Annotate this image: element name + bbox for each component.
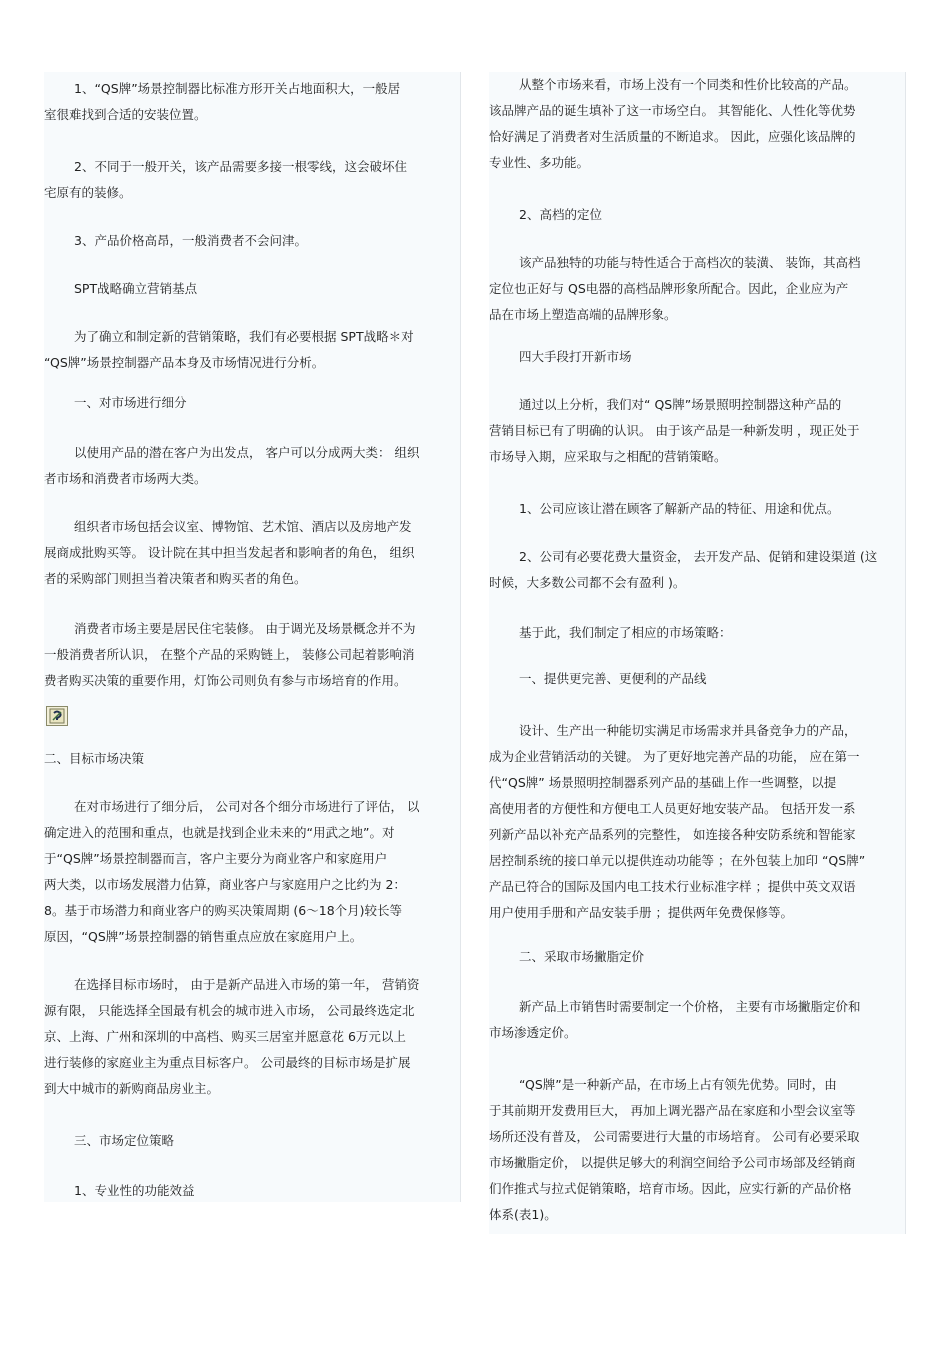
text-line: 1、专业性的功能效益	[74, 1183, 195, 1198]
text-line: 恰好满足了消费者对生活质量的不断追求。 因此，应强化该品牌的	[489, 129, 856, 144]
text-line: 场所还没有普及， 公司需要进行大量的市场培育。 公司有必要采取	[489, 1129, 860, 1144]
text-line: 室很难找到合适的安装位置。	[44, 107, 207, 122]
left-paragraph	[44, 972, 460, 1102]
right-paragraph	[489, 544, 905, 596]
text-line: 2、不同于一般开关，该产品需要多接一根零线，这会破坏住	[74, 159, 407, 174]
text-line: 费者购买决策的重要作用，灯饰公司则负有参与市场培育的作用。	[44, 673, 407, 688]
text-line: 进行装修的家庭业主为重点目标客户。 公司最终的目标市场是扩展	[44, 1055, 411, 1070]
text-line: 市场导入期，应采取与之相配的营销策略。	[489, 449, 727, 464]
text-line: 体系(表1)。	[489, 1207, 557, 1222]
text-line: 新产品上市销售时需要制定一个价格， 主要有市场撇脂定价和	[519, 999, 861, 1014]
text-line: 两大类，以市场发展潜力估算，商业客户与家庭用户之比约为 2：	[44, 877, 406, 892]
text-line: 者的采购部门则担当着决策者和购买者的角色。	[44, 571, 307, 586]
text-line: 3、产品价格高昂，一般消费者不会问津。	[74, 233, 307, 248]
left-paragraph	[44, 440, 460, 492]
text-line: 在对市场进行了细分后， 公司对各个细分市场进行了评估， 以	[74, 799, 420, 814]
left-paragraph	[44, 616, 460, 694]
text-line: 确定进入的范围和重点，也就是找到企业未来的“用武之地”。对	[44, 825, 395, 840]
text-line: 通过以上分析，我们对“ QS牌”场景照明控制器这种产品的	[519, 397, 842, 412]
text-line: 时候，大多数公司都不会有盈利 )。	[489, 575, 686, 590]
text-line: SPT战略确立营销基点	[74, 281, 198, 296]
text-line: 组织者市场包括会议室、博物馆、艺术馆、酒店以及房地产发	[74, 519, 412, 534]
left-paragraph	[44, 1178, 460, 1204]
text-line: 2、公司有必要花费大量资金， 去开发产品、促销和建设渠道 (这	[519, 549, 878, 564]
text-line: 原因，“QS牌”场景控制器的销售重点应放在家庭用户上。	[44, 929, 363, 944]
text-line: 宅原有的装修。	[44, 185, 132, 200]
text-line: 基于此，我们制定了相应的市场策略：	[519, 625, 732, 640]
right-paragraph	[489, 994, 905, 1046]
text-line: 营销目标已有了明确的认识。 由于该产品是一种新发明 ，现正处于	[489, 423, 860, 438]
right-paragraph	[489, 344, 905, 370]
text-line: 用户使用手册和产品安装手册 ；提供两年免费保修等。	[489, 905, 793, 920]
right-paragraph	[489, 202, 905, 228]
text-line: 定位也正好与 QS电器的高档品牌形象所配合。因此，企业应为产	[489, 281, 849, 296]
left-paragraph	[44, 1128, 460, 1154]
text-line: 一般消费者所认识， 在整个产品的采购链上， 装修公司起着影响消	[44, 647, 415, 662]
left-paragraph	[44, 154, 460, 206]
text-line: 高使用者的方便性和方便电工人员更好地安装产品。 包括开发一系	[489, 801, 856, 816]
right-paragraph	[489, 496, 905, 522]
text-line: 于其前期开发费用巨大， 再加上调光器产品在家庭和小型会议室等	[489, 1103, 856, 1118]
text-line: 产品已符合的国际及国内电工技术行业标准字样 ；提供中英文双语	[489, 879, 856, 894]
left-paragraph	[44, 794, 460, 950]
text-line: 1、公司应该让潜在顾客了解新产品的特征、用途和优点。	[519, 501, 840, 516]
left-paragraph	[44, 390, 460, 416]
text-line: 2、高档的定位	[519, 207, 602, 222]
left-paragraph	[44, 228, 460, 254]
right-paragraph	[489, 72, 905, 176]
text-line: 一、提供更完善、更便利的产品线	[519, 671, 707, 686]
left-column	[44, 72, 461, 1202]
text-line: 市场撇脂定价， 以提供足够大的利润空间给予公司市场部及经销商	[489, 1155, 856, 1170]
text-line: 四大手段打开新市场	[519, 349, 632, 364]
text-line: 者市场和消费者市场两大类。	[44, 471, 207, 486]
right-paragraph	[489, 944, 905, 970]
right-paragraph	[489, 250, 905, 328]
text-line: 从整个市场来看，市场上没有一个同类和性价比较高的产品。	[519, 77, 857, 92]
text-line: 于“QS牌”场景控制器而言，客户主要分为商业客户和家庭用户	[44, 851, 388, 866]
text-line: 二、目标市场决策	[44, 751, 145, 766]
text-line: 成为企业营销活动的关键。 为了更好地完善产品的功能， 应在第一	[489, 749, 860, 764]
text-line: 们作推式与拉式促销策略，培育市场。因此，应实行新的产品价格	[489, 1181, 852, 1196]
right-paragraph	[489, 392, 905, 470]
left-paragraph	[44, 746, 460, 772]
right-paragraph	[489, 1072, 905, 1228]
text-line: 列新产品以补充产品系列的完整性， 如连接各种安防系统和智能家	[489, 827, 856, 842]
left-paragraph	[44, 324, 460, 376]
text-line: 设计、生产出一种能切实满足市场需求并具备竞争力的产品，	[519, 723, 857, 738]
text-line: 品在市场上塑造高端的品牌形象。	[489, 307, 677, 322]
text-line: 市场渗透定价。	[489, 1025, 577, 1040]
embedded-document-icon[interactable]	[46, 706, 68, 726]
text-line: 到大中城市的新购商品房业主。	[44, 1081, 220, 1096]
text-line: 以使用产品的潜在客户为出发点， 客户可以分成两大类： 组织	[74, 445, 420, 460]
text-line: 1、“QS牌”场景控制器比标准方形开关占地面积大，一般居	[74, 81, 401, 96]
left-paragraph	[44, 276, 460, 302]
text-line: 在选择目标市场时， 由于是新产品进入市场的第一年， 营销资	[74, 977, 420, 992]
left-paragraph	[44, 76, 460, 128]
text-line: 8。基于市场潜力和商业客户的购买决策周期 (6～18个月)较长等	[44, 903, 403, 918]
right-paragraph	[489, 666, 905, 692]
text-line: 京、上海、广州和深圳的中高档、购买三居室并愿意花 6万元以上	[44, 1029, 406, 1044]
right-paragraph	[489, 718, 905, 926]
text-line: 居控制系统的接口单元以提供连动功能等 ；在外包装上加印 “QS牌”	[489, 853, 866, 868]
right-column	[489, 72, 906, 1234]
text-line: 代“QS牌” 场景照明控制器系列产品的基础上作一些调整，以提	[489, 775, 837, 790]
text-line: 三、市场定位策略	[74, 1133, 175, 1148]
text-line: 专业性、多功能。	[489, 155, 590, 170]
text-line: “QS牌”场景控制器产品本身及市场情况进行分析。	[44, 355, 325, 370]
text-line: 该产品独特的功能与特性适合于高档次的装潢、 装饰，其高档	[519, 255, 861, 270]
text-line: 一、对市场进行细分	[74, 395, 187, 410]
text-line: 消费者市场主要是居民住宅装修。 由于调光及场景概念并不为	[74, 621, 416, 636]
left-paragraph	[44, 514, 460, 592]
text-line: 展商成批购买等。 设计院在其中担当发起者和影响者的角色， 组织	[44, 545, 415, 560]
text-line: 源有限， 只能选择全国最有机会的城市进入市场， 公司最终选定北	[44, 1003, 415, 1018]
text-line: 二、采取市场撇脂定价	[519, 949, 645, 964]
text-line: 为了确立和制定新的营销策略，我们有必要根据 SPT战略＊对	[74, 329, 414, 344]
text-line: “QS牌”是一种新产品，在市场上占有领先优势。同时，由	[519, 1077, 837, 1092]
right-paragraph	[489, 620, 905, 646]
text-line: 该品牌产品的诞生填补了这一市场空白。 其智能化、人性化等优势	[489, 103, 856, 118]
